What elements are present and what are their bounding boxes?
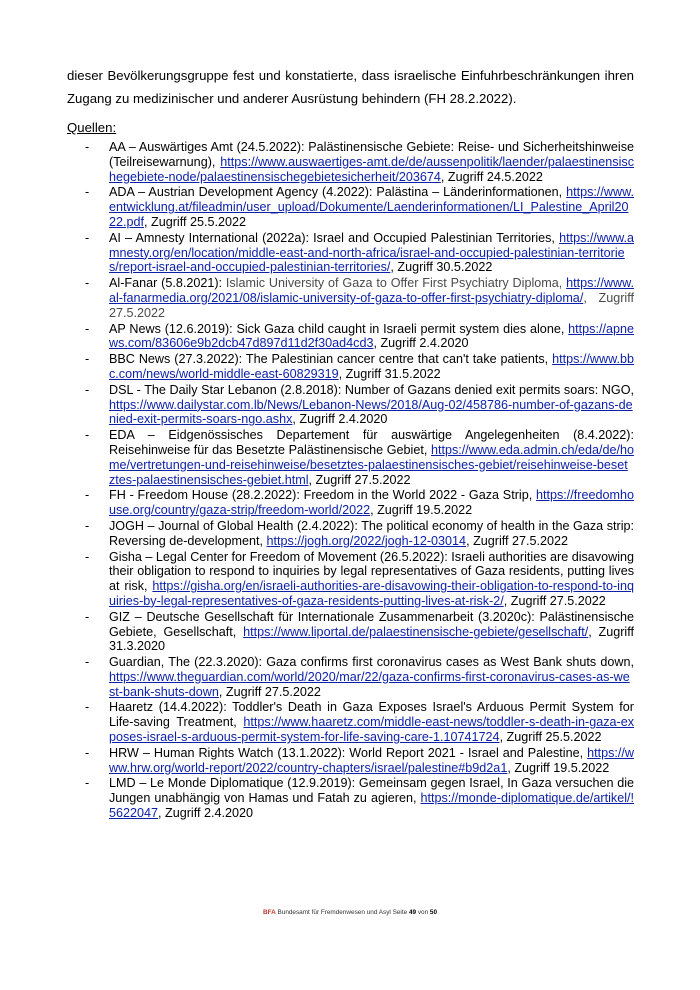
reference-item [67, 185, 634, 229]
list-dash: - [85, 700, 90, 715]
reference-item [67, 519, 634, 549]
reference-item [67, 550, 634, 609]
sources-heading: Quellen: [67, 120, 117, 135]
reference-text: ADA – Austrian Development Agency (4.2022): Palästina – Länderinformationen, [109, 185, 567, 200]
reference-link[interactable]: https://www.liportal.de/palaestinensische-gebiete/gesellschaft/ [243, 624, 589, 639]
reference-link[interactable]: https://www.bbc.com/news/world-middle-east-60829319 [109, 352, 634, 381]
reference-title: Islamic University of Gaza to Offer First Psychiatry Diploma, [225, 276, 567, 291]
list-dash: - [85, 549, 90, 564]
reference-link[interactable]: https://www.dailystar.com.lb/News/Lebanon-News/2018/Aug-02/458786-number-of-gazans-denied-exit-permits-soars-ngo.ashx [109, 397, 633, 427]
reference-item [67, 428, 634, 487]
reference-link[interactable]: https://jogh.org/2022/jogh-12-03014 [266, 533, 467, 548]
list-dash: - [85, 276, 90, 291]
reference-text: JOGH – Journal of Global Health (2.4.2022): The political economy of health in the Gaza strip: Reversing de-development, [109, 518, 634, 548]
reference-access-date: , Zugriff 31.5.2022 [338, 366, 441, 381]
reference-access-date: , Zugriff 24.5.2022 [440, 169, 543, 184]
reference-item [67, 352, 634, 382]
list-dash: - [85, 488, 90, 503]
reference-access-date: , Zugriff 27.5.2022 [109, 290, 634, 320]
footer-of: von [416, 909, 430, 916]
list-dash: - [85, 382, 90, 397]
reference-item [67, 488, 634, 518]
reference-link[interactable]: https://www.amnesty.org/en/location/middle-east-and-north-africa/israel-and-occupied-palestinian-territories/report-israel-and-occupied-palestinian-territories/ [109, 230, 634, 275]
reference-item [67, 276, 634, 320]
reference-text: Gisha – Legal Center for Freedom of Movement (26.5.2022): Israeli authorities are disavowing their obligation to respond to inquiries by legal representatives of Gaza residents, putting lives at risk, [109, 549, 635, 594]
list-dash: - [85, 655, 90, 670]
reference-item [67, 655, 634, 699]
reference-link[interactable]: https://monde-diplomatique.de/artikel/!5622047 [109, 791, 634, 821]
reference-link[interactable]: https://www.al-fanarmedia.org/2021/08/islamic-university-of-gaza-to-offer-first-psychiatry-diploma/ [109, 276, 634, 305]
reference-item [67, 700, 634, 744]
reference-access-date: , Zugriff 25.5.2022 [499, 730, 602, 745]
reference-access-date: , Zugriff 25.5.2022 [144, 214, 247, 229]
reference-access-date: , Zugriff 31.3.2020 [109, 624, 634, 654]
reference-access-date: , Zugriff 2.4.2020 [373, 336, 469, 351]
reference-text: HRW – Human Rights Watch (13.1.2022): World Report 2021 - Israel and Palestine, [109, 745, 588, 760]
reference-item [67, 231, 634, 275]
reference-access-date: , Zugriff 30.5.2022 [390, 260, 493, 275]
reference-text: AA – Auswärtiges Amt (24.5.2022): Palästinensische Gebiete: Reise- und Sicherheitshinweise (Teilreisewarnung), [109, 140, 634, 169]
list-dash: - [85, 185, 90, 200]
reference-access-date: , Zugriff 2.4.2020 [292, 412, 388, 427]
list-dash: - [85, 518, 90, 533]
reference-text: EDA – Eidgenössisches Departement für auswärtige Angelegenheiten (8.4.2022): Reisehinweise für das Besetzte Palästinensische Gebiet, [109, 428, 634, 457]
reference-item [67, 776, 634, 820]
reference-link[interactable]: https://www.theguardian.com/world/2020/mar/22/gaza-confirms-first-coronavirus-cases-as-west-bank-shuts-down [109, 669, 630, 699]
reference-link[interactable]: https://www.auswaertiges-amt.de/de/aussenpolitik/laender/palaestinensischegebiete-node/palaestinensischegebietesicherheit/203674 [109, 154, 634, 184]
reference-list [67, 140, 634, 822]
reference-access-date: , Zugriff 19.5.2022 [370, 503, 473, 518]
reference-item [67, 383, 634, 427]
reference-text: Haaretz (14.4.2022): Toddler's Death in Gaza Exposes Israel's Arduous Permit System for Life-saving Treatment, [109, 700, 634, 730]
reference-access-date: , Zugriff 19.5.2022 [507, 760, 610, 775]
reference-text: AP News (12.6.2019): Sick Gaza child caught in Israeli permit system dies alone, [109, 321, 569, 336]
list-dash: - [85, 745, 90, 760]
reference-link[interactable]: https://www.entwicklung.at/fileadmin/user_upload/Dokumente/Laenderinformationen/LI_Palestine_April2022.pdf [109, 185, 634, 229]
bfa-logo: BFA [262, 909, 276, 916]
reference-link[interactable]: https://gisha.org/en/israeli-authorities-are-disavowing-their-obligation-to-respond-to-inquiries-by-legal-representatives-of-gaza-residents-putting-lives-at-risk-2/ [109, 579, 634, 608]
reference-access-date: , Zugriff 27.5.2022 [503, 593, 606, 608]
list-dash: - [85, 140, 90, 154]
reference-access-date: , Zugriff 27.5.2022 [308, 472, 411, 487]
reference-text: Guardian, The (22.3.2020): Gaza confirms first coronavirus cases as West Bank shuts down, [109, 655, 634, 670]
list-dash: - [85, 609, 90, 624]
reference-link[interactable]: https://freedomhouse.org/country/gaza-strip/freedom-world/2022 [109, 488, 634, 518]
reference-item [67, 140, 634, 184]
reference-text: BBC News (27.3.2022): The Palestinian cancer centre that can't take patients, [109, 352, 553, 367]
reference-link[interactable]: https://apnews.com/83606e9b2dcb47d897d11d2f30ad4cd3 [109, 321, 634, 351]
intro-paragraph: dieser Bevölkerungsgruppe fest und konstatierte, dass israelische Einfuhrbeschränkungen ihren Zugang zu medizinischer und anderer Ausrüstung behindern (FH 28.2.2022). [67, 68, 634, 106]
reference-link[interactable]: https://www.haaretz.com/middle-east-news/toddler-s-death-in-gaza-exposes-israel-s-arduous-permit-system-for-life-saving-care-1.10741724 [109, 715, 634, 745]
footer-page-number: 49 [408, 909, 417, 916]
reference-access-date: , Zugriff 27.5.2022 [466, 533, 569, 548]
footer-text: Bundesamt für Fremdenwesen und Asyl Seite [275, 909, 409, 916]
reference-text: Al-Fanar (5.8.2021): [109, 276, 226, 291]
reference-text: LMD – Le Monde Diplomatique (12.9.2019): Gemeinsam gegen Israel, In Gaza versuchen die Jungen unabhängig von Hamas und Fatah zu agieren, [109, 776, 634, 806]
reference-item [67, 746, 634, 776]
reference-item [67, 610, 634, 654]
list-dash: - [85, 428, 90, 443]
reference-link[interactable]: https://www.eda.admin.ch/eda/de/home/vertretungen-und-reisehinweise/besetztes-palaestinensisches-gebiet/reisehinweise-besetztes-palaestinensisches-gebiet.html [109, 442, 634, 487]
reference-text: FH - Freedom House (28.2.2022): Freedom in the World 2022 - Gaza Strip, [109, 488, 536, 503]
list-dash: - [85, 352, 90, 367]
reference-access-date: , Zugriff 2.4.2020 [158, 806, 254, 821]
reference-access-date: , Zugriff 27.5.2022 [218, 684, 321, 699]
list-dash: - [85, 776, 90, 791]
page-footer [0, 909, 700, 916]
list-dash: - [85, 230, 90, 245]
footer-page-total: 50 [429, 909, 438, 916]
reference-link[interactable]: https://www.hrw.org/world-report/2022/country-chapters/israel/palestine#b9d2a1 [109, 745, 634, 775]
reference-text: GIZ – Deutsche Gesellschaft für Internationale Zusammenarbeit (3.2020c): Palästinensische Gebiete, Gesellschaft, [109, 609, 634, 639]
list-dash: - [85, 321, 90, 336]
reference-text: DSL - The Daily Star Lebanon (2.8.2018): Number of Gazans denied exit permits soars: NGO, [109, 382, 634, 397]
reference-item [67, 322, 634, 352]
reference-text: AI – Amnesty International (2022a): Israel and Occupied Palestinian Territories, [109, 230, 560, 245]
